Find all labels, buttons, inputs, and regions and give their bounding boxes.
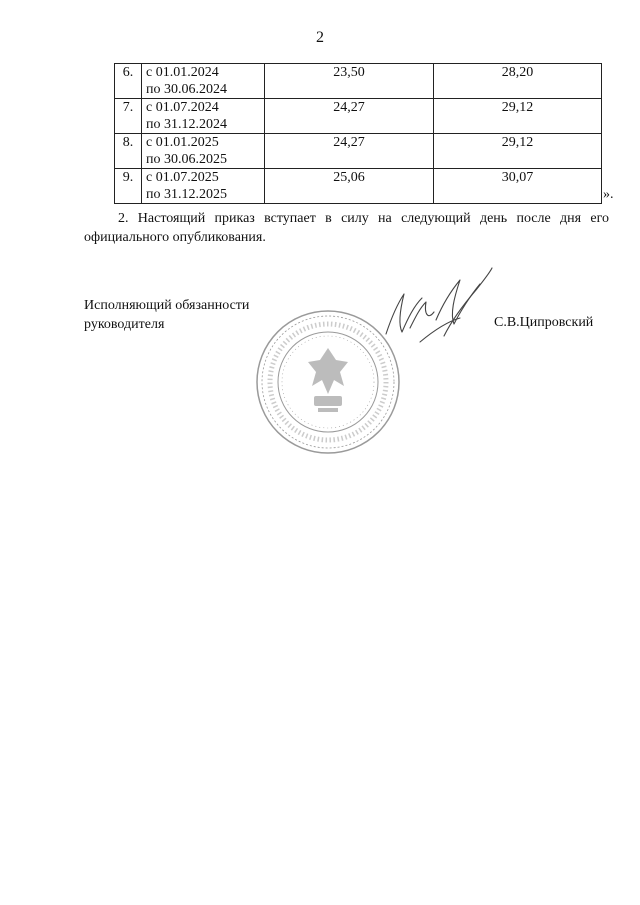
value-1-cell: 24,27	[265, 99, 434, 134]
paragraph-2: 2. Настоящий приказ вступает в силу на следующий день после дня его официального опубликования.	[84, 211, 609, 245]
row-number: 6.	[115, 64, 142, 99]
period-from: с 01.01.2024	[146, 65, 219, 80]
value-2-cell: 30,07	[434, 169, 602, 204]
row-number: 9.	[115, 169, 142, 204]
table-row	[115, 64, 602, 99]
signature-mark	[380, 262, 500, 352]
tariff-table	[114, 63, 602, 204]
value-1-cell: 25,06	[265, 169, 434, 204]
period-to: по 31.12.2025	[146, 187, 227, 202]
row-number: 8.	[115, 134, 142, 169]
table-row	[115, 99, 602, 134]
value-1-cell: 24,27	[265, 134, 434, 169]
value-2-cell: 28,20	[434, 64, 602, 99]
period-from: с 01.07.2025	[146, 170, 219, 185]
period-to: по 30.06.2024	[146, 82, 227, 97]
period-cell	[142, 99, 265, 134]
page-number: 2	[316, 29, 324, 46]
period-to: по 31.12.2024	[146, 117, 227, 132]
value-1-cell: 23,50	[265, 64, 434, 99]
period-cell	[142, 169, 265, 204]
row-number: 7.	[115, 99, 142, 134]
period-from: с 01.01.2025	[146, 135, 219, 150]
period-from: с 01.07.2024	[146, 100, 219, 115]
period-to: по 30.06.2025	[146, 152, 227, 167]
closing-quote: ».	[603, 187, 614, 202]
value-2-cell: 29,12	[434, 99, 602, 134]
signatory-name: С.В.Ципровский	[494, 315, 594, 330]
signatory-title-line-2: руководителя	[84, 317, 165, 332]
table-row	[115, 134, 602, 169]
value-2-cell: 29,12	[434, 134, 602, 169]
period-cell	[142, 134, 265, 169]
signatory-title	[84, 296, 249, 334]
signatory-title-line-1: Исполняющий обязанности	[84, 298, 250, 313]
period-cell	[142, 64, 265, 99]
table-row	[115, 169, 602, 204]
